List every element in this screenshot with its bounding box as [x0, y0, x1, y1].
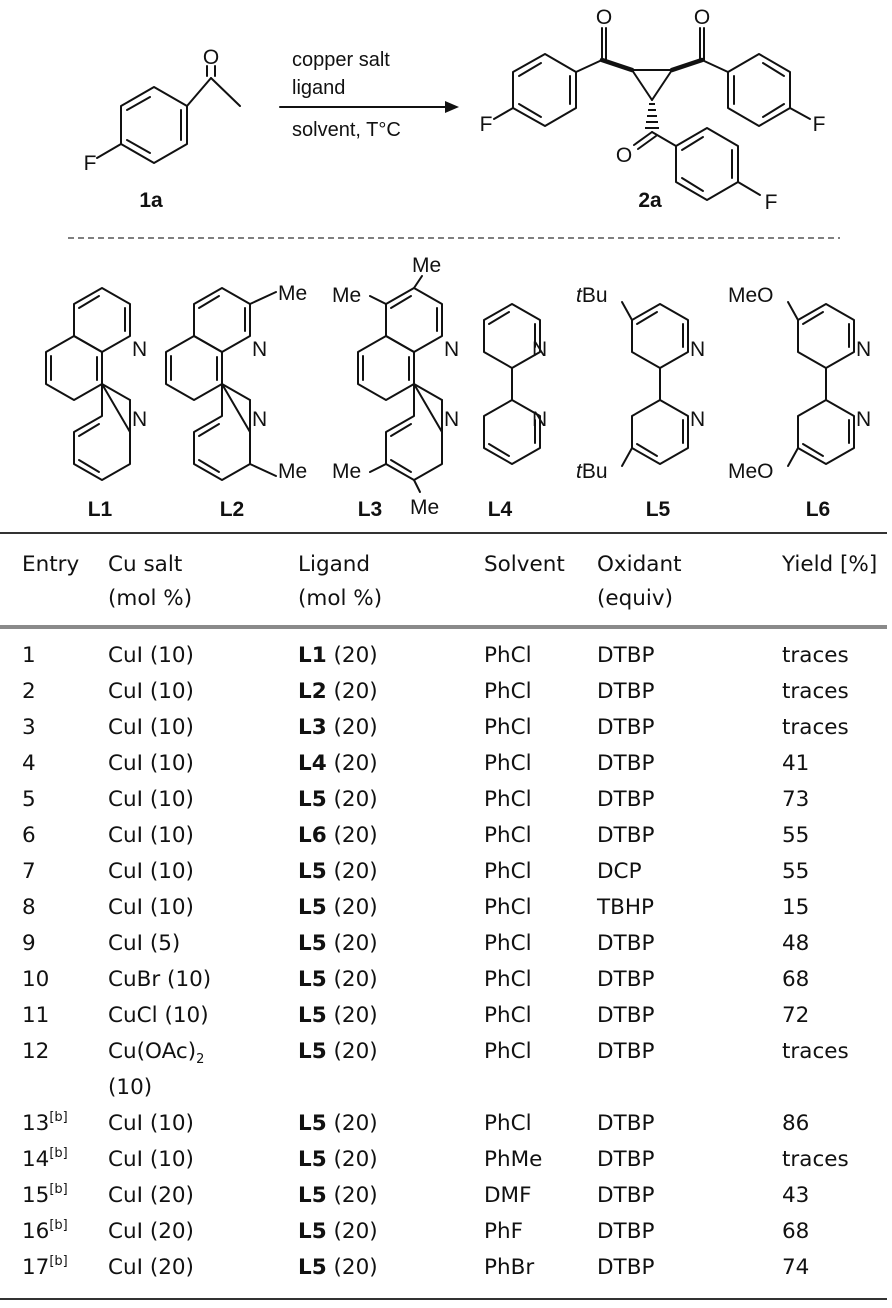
header-cu-salt: Cu salt (mol %)	[108, 552, 193, 611]
footnote-marker: [b]	[49, 1182, 68, 1197]
ligand-cell: L1 (20)	[298, 643, 378, 668]
oxygen-label: O	[202, 46, 220, 69]
table-row	[0, 638, 887, 674]
solvent-cell: PhMe	[484, 1147, 543, 1172]
table-row	[0, 674, 887, 710]
ligand-label-l3: L3	[357, 498, 383, 521]
entry-cell: 3	[22, 715, 36, 740]
cu-salt-cell: CuI (10)	[108, 895, 194, 920]
solvent-cell: PhCl	[484, 679, 532, 704]
cu-salt-cell: CuI (10)	[108, 751, 194, 776]
ligand-l3	[332, 254, 459, 521]
cu-salt-cell: CuI (10)	[108, 1111, 194, 1136]
ligand-cell: L5 (20)	[298, 967, 378, 992]
cu-salt-cell: CuI (5)	[108, 931, 181, 956]
ligand-cell: L3 (20)	[298, 715, 378, 740]
yield-cell: 55	[782, 859, 810, 884]
compound-label-2a: 2a	[638, 189, 662, 212]
yield-cell: 74	[782, 1255, 810, 1280]
header-yield: Yield [%]	[782, 552, 878, 577]
table-row	[0, 926, 887, 962]
entry-cell: 4	[22, 751, 36, 776]
entry-cell: 15[b]	[22, 1182, 68, 1208]
cu-salt-cell: CuBr (10)	[108, 967, 212, 992]
cu-salt-cell: CuI (10)	[108, 715, 194, 740]
oxidant-cell: DTBP	[597, 787, 655, 812]
solvent-cell: PhCl	[484, 823, 532, 848]
footnote-marker: [b]	[49, 1254, 68, 1269]
cu-salt-cell: CuI (20)	[108, 1219, 194, 1244]
oxidant-cell: DTBP	[597, 1183, 655, 1208]
oxidant-cell: DTBP	[597, 1147, 655, 1172]
footnote-marker: [b]	[49, 1110, 68, 1125]
oxidant-cell: DTBP	[597, 1255, 655, 1280]
ligand-cell: L5 (20)	[298, 859, 378, 884]
oxidant-cell: TBHP	[597, 895, 655, 920]
nitrogen-label: N	[856, 408, 872, 431]
table-header-rule	[0, 625, 887, 629]
ligand-label-l4: L4	[487, 498, 513, 521]
oxygen-label: O	[595, 6, 613, 29]
fluorine-label: F	[812, 113, 826, 136]
methyl-label: Me	[332, 460, 362, 483]
entry-cell: 17[b]	[22, 1254, 68, 1280]
nitrogen-label: N	[690, 408, 706, 431]
header-oxidant: Oxidant (equiv)	[597, 552, 682, 611]
solvent-cell: PhCl	[484, 895, 532, 920]
nitrogen-label: N	[532, 408, 548, 431]
ligand-cell: L5 (20)	[298, 1003, 378, 1028]
entry-cell: 14[b]	[22, 1146, 68, 1172]
tert-butyl-label: tBu	[576, 460, 608, 483]
table-row	[0, 1214, 887, 1250]
ligand-label-l1: L1	[87, 498, 113, 521]
oxidant-cell: DTBP	[597, 751, 655, 776]
ligand-label-l2: L2	[219, 498, 245, 521]
entry-cell: 16[b]	[22, 1218, 68, 1244]
oxidant-cell: DTBP	[597, 823, 655, 848]
table-row	[0, 818, 887, 854]
ligand-l6	[728, 284, 871, 521]
entry-cell: 1	[22, 643, 36, 668]
solvent-cell: PhCl	[484, 1111, 532, 1136]
condition-copper-salt: copper salt	[292, 49, 390, 71]
yield-cell: traces	[782, 1039, 849, 1064]
product-2a	[480, 6, 826, 214]
ligand-cell: L5 (20)	[298, 1219, 378, 1244]
entry-cell: 5	[22, 787, 36, 812]
table-row	[0, 1106, 887, 1142]
fluorine-label: F	[83, 152, 97, 175]
yield-cell: traces	[782, 643, 849, 668]
header-solvent: Solvent	[484, 552, 565, 577]
ligand-cell: L5 (20)	[298, 787, 378, 812]
table-row	[0, 890, 887, 926]
entry-cell: 7	[22, 859, 36, 884]
cu-salt-cell: CuI (10)	[108, 679, 194, 704]
compound-label-1a: 1a	[139, 189, 163, 212]
table-row	[0, 1034, 887, 1100]
table-row	[0, 746, 887, 782]
oxygen-label: O	[693, 6, 711, 29]
nitrogen-label: N	[444, 408, 460, 431]
ligand-cell: L2 (20)	[298, 679, 378, 704]
entry-cell: 9	[22, 931, 36, 956]
oxidant-cell: DTBP	[597, 931, 655, 956]
yield-cell: 68	[782, 967, 810, 992]
table-top-rule	[0, 532, 887, 534]
yield-cell: 86	[782, 1111, 810, 1136]
oxidant-cell: DTBP	[597, 679, 655, 704]
methyl-label: Me	[412, 254, 442, 277]
fluorine-label: F	[764, 191, 778, 214]
ligand-l2	[166, 282, 307, 521]
table-row	[0, 782, 887, 818]
solvent-cell: PhCl	[484, 967, 532, 992]
solvent-cell: PhCl	[484, 859, 532, 884]
yield-cell: 73	[782, 787, 810, 812]
methyl-label: Me	[278, 282, 308, 305]
ligand-l4	[484, 304, 547, 521]
ligand-cell: L6 (20)	[298, 823, 378, 848]
solvent-cell: DMF	[484, 1183, 532, 1208]
nitrogen-label: N	[252, 338, 268, 361]
entry-cell: 11	[22, 1003, 50, 1028]
methyl-label: Me	[332, 284, 362, 307]
entry-cell: 8	[22, 895, 36, 920]
oxidant-cell: DTBP	[597, 967, 655, 992]
cu-salt-cell: CuI (10)	[108, 823, 194, 848]
solvent-cell: PhCl	[484, 715, 532, 740]
table-row	[0, 1178, 887, 1214]
yield-cell: 15	[782, 895, 810, 920]
header-ligand: Ligand (mol %)	[298, 552, 383, 611]
ligand-cell: L5 (20)	[298, 895, 378, 920]
entry-cell: 10	[22, 967, 50, 992]
cu-salt-cell: CuI (20)	[108, 1255, 194, 1280]
cu-salt-cell: CuCl (10)	[108, 1003, 209, 1028]
fluorine-label: F	[479, 113, 493, 136]
footnote-marker: [b]	[49, 1218, 68, 1233]
nitrogen-label: N	[132, 338, 148, 361]
solvent-cell: PhCl	[484, 1003, 532, 1028]
yield-cell: 55	[782, 823, 810, 848]
cu-salt-cell: CuI (10)	[108, 643, 194, 668]
header-entry: Entry	[22, 552, 80, 577]
oxygen-label: O	[615, 144, 633, 167]
table-row	[0, 962, 887, 998]
yield-cell: 72	[782, 1003, 810, 1028]
ligand-cell: L4 (20)	[298, 751, 378, 776]
nitrogen-label: N	[132, 408, 148, 431]
footnote-marker: [b]	[49, 1146, 68, 1161]
condition-ligand: ligand	[292, 77, 346, 99]
reactant-1a	[84, 46, 240, 212]
solvent-cell: PhCl	[484, 751, 532, 776]
yield-cell: 43	[782, 1183, 810, 1208]
oxidant-cell: DTBP	[597, 715, 655, 740]
cu-salt-cell: $Cu(OAc)_2$ (10)	[108, 1039, 205, 1100]
condition-solvent-temp: solvent, T°C	[292, 119, 401, 141]
entry-cell: 13[b]	[22, 1110, 68, 1136]
solvent-cell: PhCl	[484, 643, 532, 668]
solvent-cell: PhCl	[484, 787, 532, 812]
table-row	[0, 854, 887, 890]
solvent-cell: PhCl	[484, 1039, 532, 1064]
ligand-cell: L5 (20)	[298, 1183, 378, 1208]
tert-butyl-label: tBu	[576, 284, 608, 307]
nitrogen-label: N	[444, 338, 460, 361]
ligand-cell: L5 (20)	[298, 1111, 378, 1136]
entry-cell: 2	[22, 679, 36, 704]
yield-cell: 68	[782, 1219, 810, 1244]
table-row	[0, 1142, 887, 1178]
table-row	[0, 710, 887, 746]
table-bottom-rule	[0, 1298, 887, 1300]
methoxy-label: MeO	[728, 460, 774, 483]
nitrogen-label: N	[856, 338, 872, 361]
ligand-l5	[576, 284, 705, 521]
solvent-cell: PhBr	[484, 1255, 535, 1280]
yield-cell: traces	[782, 715, 849, 740]
cu-salt-cell: CuI (10)	[108, 859, 194, 884]
oxidant-cell: DTBP	[597, 1219, 655, 1244]
ligand-cell: L5 (20)	[298, 931, 378, 956]
entry-cell: 6	[22, 823, 36, 848]
cu-salt-cell: CuI (20)	[108, 1183, 194, 1208]
ligand-cell: L5 (20)	[298, 1147, 378, 1172]
oxidant-cell: DCP	[597, 859, 642, 884]
ligand-cell: L5 (20)	[298, 1255, 378, 1280]
cu-salt-cell: CuI (10)	[108, 1147, 194, 1172]
methoxy-label: MeO	[728, 284, 774, 307]
ligand-l1	[46, 288, 147, 521]
nitrogen-label: N	[252, 408, 268, 431]
methyl-label: Me	[278, 460, 308, 483]
nitrogen-label: N	[532, 338, 548, 361]
ligand-cell: L5 (20)	[298, 1039, 378, 1064]
solvent-cell: PhCl	[484, 931, 532, 956]
reaction-scheme	[0, 0, 892, 532]
methyl-label: Me	[410, 496, 440, 519]
ligand-label-l5: L5	[645, 498, 671, 521]
nitrogen-label: N	[690, 338, 706, 361]
table-row	[0, 1250, 887, 1286]
yield-cell: traces	[782, 1147, 849, 1172]
table-row	[0, 998, 887, 1034]
cu-salt-cell: CuI (10)	[108, 787, 194, 812]
yield-cell: 48	[782, 931, 810, 956]
ligand-label-l6: L6	[805, 498, 831, 521]
yield-cell: 41	[782, 751, 810, 776]
oxidant-cell: DTBP	[597, 1111, 655, 1136]
oxidant-cell: DTBP	[597, 1003, 655, 1028]
solvent-cell: PhF	[484, 1219, 523, 1244]
oxidant-cell: DTBP	[597, 1039, 655, 1064]
reaction-arrow	[280, 49, 459, 141]
yield-cell: traces	[782, 679, 849, 704]
oxidant-cell: DTBP	[597, 643, 655, 668]
entry-cell: 12	[22, 1039, 50, 1064]
